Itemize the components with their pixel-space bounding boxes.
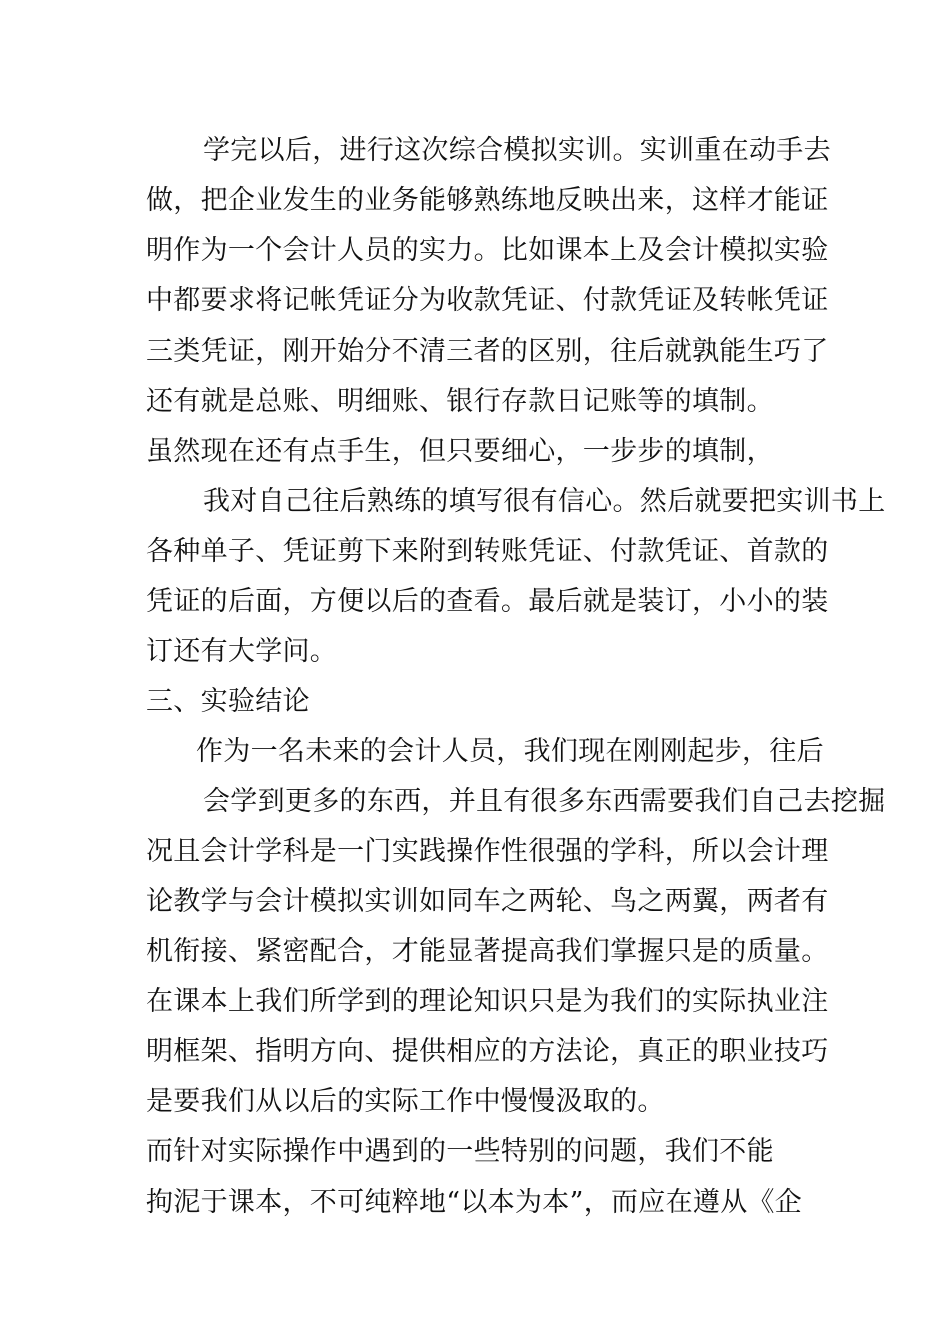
paragraph-line: 还有就是总账、明细账、银行存款日记账等的填制。 xyxy=(146,386,774,417)
paragraph-line: 订还有大学问。 xyxy=(146,636,338,667)
paragraph-line: 我对自己往后熟练的填写很有信心。然后就要把实训书上 xyxy=(203,486,886,517)
paragraph-line: 学完以后，进行这次综合模拟实训。实训重在动手去 xyxy=(203,135,831,166)
paragraph-line: 是要我们从以后的实际工作中慢慢汲取的。 xyxy=(146,1086,665,1117)
paragraph-line: 凭证的后面，方便以后的查看。最后就是装订，小小的装 xyxy=(146,586,829,617)
paragraph-line: 机衔接、紧密配合，才能显著提高我们掌握只是的质量。 xyxy=(146,936,829,967)
paragraph-line: 作为一名未来的会计人员，我们现在刚刚起步，往后 xyxy=(196,736,824,767)
paragraph-line: 论教学与会计模拟实训如同车之两轮、鸟之两翼，两者有 xyxy=(146,886,829,917)
paragraph-line: 中都要求将记帐凭证分为收款凭证、付款凭证及转帐凭证 xyxy=(146,285,829,316)
paragraph-line: 明框架、指明方向、提供相应的方法论，真正的职业技巧 xyxy=(146,1036,829,1067)
paragraph-line: 而针对实际操作中遇到的一些特别的问题，我们不能 xyxy=(146,1136,774,1167)
paragraph-line: 虽然现在还有点手生，但只要细心，一步步的填制， xyxy=(146,436,774,467)
paragraph-line: 拘泥于课本，不可纯粹地“以本为本”，而应在遵从《企 xyxy=(146,1187,803,1218)
paragraph-line: 况且会计学科是一门实践操作性很强的学科，所以会计理 xyxy=(146,836,829,867)
paragraph-line: 明作为一个会计人员的实力。比如课本上及会计模拟实验 xyxy=(146,235,829,266)
paragraph-line: 做，把企业发生的业务能够熟练地反映出来，这样才能证 xyxy=(146,185,829,216)
paragraph-line: 在课本上我们所学到的理论知识只是为我们的实际执业注 xyxy=(146,986,829,1017)
paragraph-line: 会学到更多的东西，并且有很多东西需要我们自己去挖掘 xyxy=(203,786,886,817)
paragraph-line: 三类凭证，刚开始分不清三者的区别，往后就孰能生巧了 xyxy=(146,336,829,367)
paragraph-line: 各种单子、凭证剪下来附到转账凭证、付款凭证、首款的 xyxy=(146,536,829,567)
section-heading: 三、实验结论 xyxy=(146,686,310,717)
